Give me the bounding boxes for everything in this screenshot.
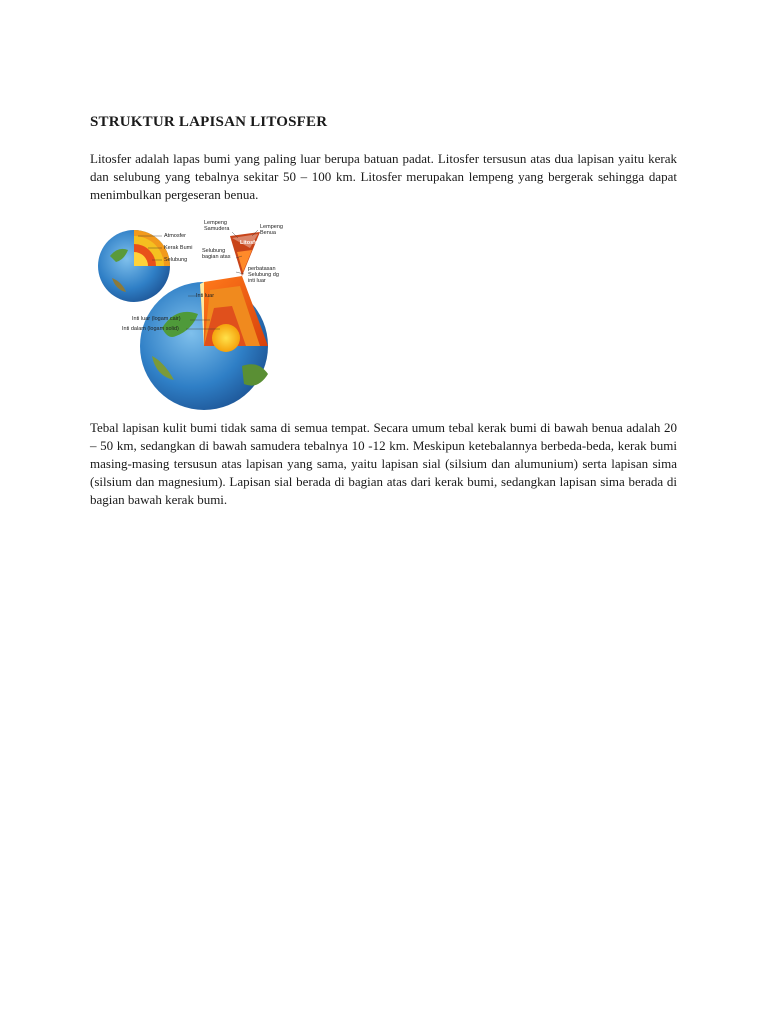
label-selubung: Selubung [164, 257, 188, 263]
label-atmosfer: Atmosfer [164, 233, 187, 239]
label-lempeng-benua: Lempeng Benua [260, 224, 283, 236]
label-perbatasan: perbatasan Selubung dg inti luar [248, 266, 279, 284]
label-selubung-atas: Selubung bagian atas [202, 248, 231, 260]
paragraph-intro: Litosfer adalah lapas bumi yang paling luar berupa batuan padat. Litosfer tersusun atas dua lapisan yaitu kerak dan selubung yang tebalnya sekitar 50 – 100 km. Litosfer merupakan lempeng yang bergerak sehingga dapat menimbulkan pergeseran benua. [90, 151, 677, 202]
label-kerak-bumi: Kerak Bumi [164, 245, 193, 251]
label-inti-dalam: Inti dalam (logam solid) [122, 326, 179, 332]
label-lempeng-samudera: Lempeng Samudera [204, 220, 230, 232]
label-inti-luar: Inti luar [196, 293, 215, 299]
small-globe [98, 230, 170, 302]
label-inti-luar-cair: Inti luar (logam cair) [132, 316, 181, 322]
document-page [90, 112, 677, 509]
document-title: STRUKTUR LAPISAN LITOSFER [90, 114, 328, 130]
earth-layers-figure [92, 216, 292, 411]
paragraph-thickness: Tebal lapisan kulit bumi tidak sama di semua tempat. Secara umum tebal kerak bumi di bawah benua adalah 20 – 50 km, sedangkan di bawah samudera tebalnya 10 -12 km. Meskipun ketebalannya berbeda-beda, kerak bumi masing-masing tersusun atas lapisan yang sama, yaitu lapisan sial (silsium dan alumunium) serta lapisan sima (silsium dan magnesium). Lapisan sial berada di bagian atas dari kerak bumi, sedangkan lapisan sima berada di bagian bawah kerak bumi. [90, 420, 677, 507]
label-litosfer: Litosfer [240, 240, 261, 246]
